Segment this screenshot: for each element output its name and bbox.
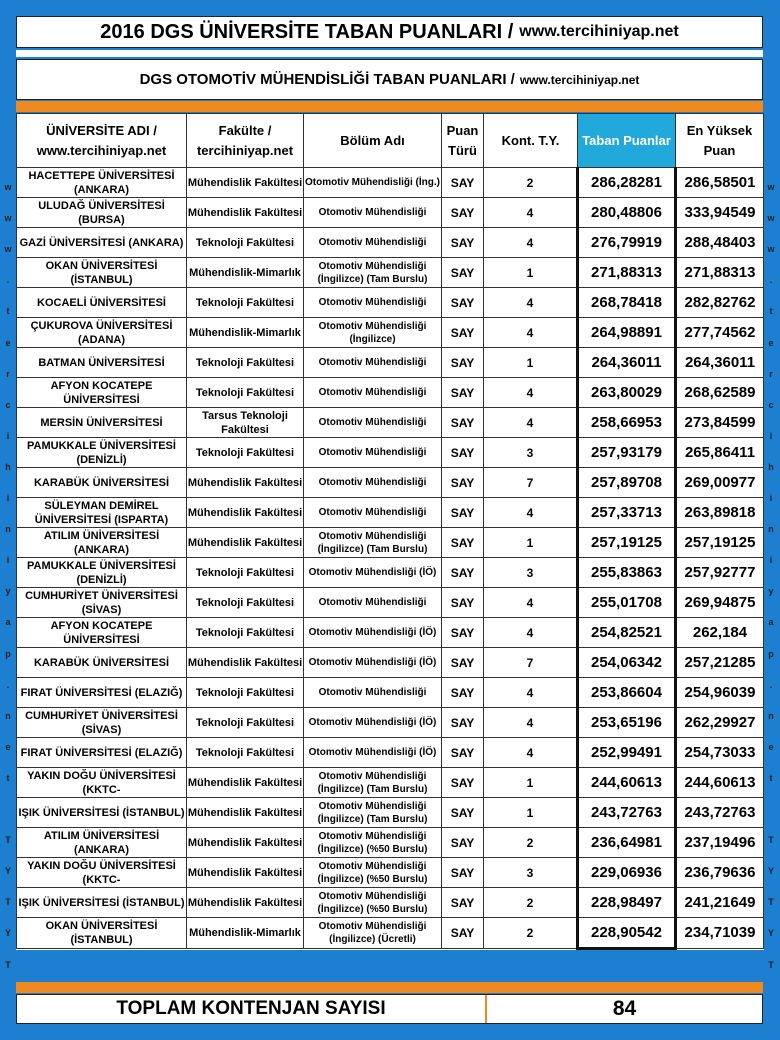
cell-taban-puan: 264,98891 [578, 318, 676, 348]
watermark-right-char: T [768, 835, 774, 846]
cell-taban-puan: 257,89708 [578, 468, 676, 498]
cell-puan-turu: SAY [442, 618, 484, 648]
watermark-right-char: n [768, 710, 774, 721]
cell-taban-puan: 236,64981 [578, 828, 676, 858]
watermark-left-char: n [5, 524, 11, 535]
watermark-right-char: a [768, 617, 774, 628]
cell-universite: OKAN ÜNİVERSİTESİ (İSTANBUL) [17, 918, 187, 949]
cell-kontenjan: 3 [484, 438, 578, 468]
table-row [17, 438, 764, 468]
cell-puan-turu: SAY [442, 348, 484, 378]
cell-taban-puan: 257,19125 [578, 528, 676, 558]
watermark-left-char: c [5, 399, 11, 410]
watermark-left-char: Y [4, 866, 11, 877]
watermark-left-char: h [5, 461, 11, 472]
col-header-universite: ÜNİVERSİTE ADI / www.tercihiniyap.net [17, 114, 187, 168]
cell-taban-puan: 257,93179 [578, 438, 676, 468]
cell-bolum: Otomotiv Mühendisliği (İÖ) [304, 648, 442, 678]
cell-fakulte: Teknoloji Fakültesi [187, 438, 304, 468]
cell-universite: MERSİN ÜNİVERSİTESİ [17, 408, 187, 438]
cell-universite: PAMUKKALE ÜNİVERSİTESİ (DENİZLİ) [17, 438, 187, 468]
cell-universite: KARABÜK ÜNİVERSİTESİ [17, 648, 187, 678]
cell-kontenjan: 7 [484, 468, 578, 498]
cell-puan-turu: SAY [442, 918, 484, 949]
cell-kontenjan: 1 [484, 798, 578, 828]
watermark-left [1, 174, 15, 982]
cell-taban-puan: 257,33713 [578, 498, 676, 528]
cell-en-yuksek-puan: 271,88313 [676, 258, 764, 288]
cell-en-yuksek-puan: 236,79636 [676, 858, 764, 888]
col-header-fakulte: Fakülte / tercihiniyap.net [187, 114, 304, 168]
cell-bolum: Otomotiv Mühendisliği [304, 588, 442, 618]
cell-en-yuksek-puan: 257,92777 [676, 558, 764, 588]
cell-en-yuksek-puan: 234,71039 [676, 918, 764, 949]
cell-bolum: Otomotiv Mühendisliği [304, 348, 442, 378]
cell-kontenjan: 3 [484, 858, 578, 888]
cell-puan-turu: SAY [442, 258, 484, 288]
cell-universite: BATMAN ÜNİVERSİTESİ [17, 348, 187, 378]
cell-en-yuksek-puan: 257,21285 [676, 648, 764, 678]
watermark-left-char: w [4, 182, 12, 192]
main-title-text: 2016 DGS ÜNİVERSİTE TABAN PUANLARI / [100, 20, 514, 43]
watermark-left-char: p [5, 648, 11, 659]
cell-taban-puan: 268,78418 [578, 288, 676, 318]
cell-fakulte: Mühendislik Fakültesi [187, 798, 304, 828]
cell-en-yuksek-puan: 262,184 [676, 618, 764, 648]
watermark-right-char: n [768, 524, 774, 535]
cell-taban-puan: 254,82521 [578, 618, 676, 648]
cell-bolum: Otomotiv Mühendisliği (İngilizce) (Ücretli) [304, 918, 442, 949]
orange-divider-top [16, 101, 763, 112]
watermark-left-char: w [4, 213, 12, 224]
sub-title-site: www.tercihiniyap.net [519, 72, 640, 87]
cell-taban-puan: 228,98497 [578, 888, 676, 918]
table-row [17, 318, 764, 348]
cell-taban-puan: 255,01708 [578, 588, 676, 618]
table-row [17, 348, 764, 378]
cell-kontenjan: 4 [484, 498, 578, 528]
cell-bolum: Otomotiv Mühendisliği (İngilizce) (Tam Burslu) [304, 528, 442, 558]
watermark-left-char: t [6, 306, 10, 317]
cell-kontenjan: 2 [484, 918, 578, 949]
cell-kontenjan: 1 [484, 528, 578, 558]
cell-kontenjan: 2 [484, 168, 578, 198]
cell-en-yuksek-puan: 243,72763 [676, 798, 764, 828]
cell-universite: CUMHURİYET ÜNİVERSİTESİ (SİVAS) [17, 588, 187, 618]
watermark-right-char: Y [767, 928, 774, 939]
cell-kontenjan: 1 [484, 258, 578, 288]
table-row [17, 408, 764, 438]
cell-kontenjan: 4 [484, 228, 578, 258]
cell-bolum: Otomotiv Mühendisliği (İÖ) [304, 558, 442, 588]
cell-puan-turu: SAY [442, 528, 484, 558]
table-row [17, 858, 764, 888]
watermark-left-char: r [6, 368, 10, 379]
cell-bolum: Otomotiv Mühendisliği [304, 468, 442, 498]
watermark-left-char: w [4, 244, 12, 255]
watermark-right-char: r [769, 368, 773, 379]
cell-kontenjan: 7 [484, 648, 578, 678]
watermark-right-char: . [769, 275, 773, 286]
cell-universite: AFYON KOCATEPE ÜNİVERSİTESİ [17, 618, 187, 648]
orange-divider-bottom [16, 982, 763, 993]
cell-fakulte: Mühendislik Fakültesi [187, 468, 304, 498]
cell-taban-puan: 271,88313 [578, 258, 676, 288]
cell-fakulte: Mühendislik Fakültesi [187, 168, 304, 198]
cell-kontenjan: 4 [484, 198, 578, 228]
cell-kontenjan: 2 [484, 828, 578, 858]
cell-en-yuksek-puan: 288,48403 [676, 228, 764, 258]
cell-bolum: Otomotiv Mühendisliği (İngilizce) [304, 318, 442, 348]
watermark-left-char: T [5, 897, 11, 908]
cell-puan-turu: SAY [442, 648, 484, 678]
cell-bolum: Otomotiv Mühendisliği (İng.) [304, 168, 442, 198]
cell-puan-turu: SAY [442, 318, 484, 348]
cell-bolum: Otomotiv Mühendisliği [304, 228, 442, 258]
cell-puan-turu: SAY [442, 798, 484, 828]
cell-en-yuksek-puan: 264,36011 [676, 348, 764, 378]
cell-fakulte: Mühendislik Fakültesi [187, 498, 304, 528]
cell-puan-turu: SAY [442, 828, 484, 858]
cell-universite: ATILIM ÜNİVERSİTESİ (ANKARA) [17, 828, 187, 858]
cell-puan-turu: SAY [442, 738, 484, 768]
cell-universite: KOCAELİ ÜNİVERSİTESİ [17, 288, 187, 318]
cell-puan-turu: SAY [442, 678, 484, 708]
cell-fakulte: Mühendislik Fakültesi [187, 198, 304, 228]
cell-universite: IŞIK ÜNİVERSİTESİ (İSTANBUL) [17, 798, 187, 828]
watermark-left-char: T [5, 959, 11, 970]
cell-en-yuksek-puan: 262,29927 [676, 708, 764, 738]
table-row [17, 468, 764, 498]
sub-title-text: DGS OTOMOTİV MÜHENDİSLİĞİ TABAN PUANLARI / [139, 71, 515, 88]
table-row [17, 678, 764, 708]
col-header-taban: Taban Puanlar [578, 114, 676, 168]
table-row [17, 708, 764, 738]
cell-puan-turu: SAY [442, 288, 484, 318]
cell-puan-turu: SAY [442, 558, 484, 588]
watermark-right-char: w [767, 213, 775, 224]
main-title [16, 16, 763, 48]
cell-en-yuksek-puan: 277,74562 [676, 318, 764, 348]
cell-taban-puan: 276,79919 [578, 228, 676, 258]
table-header-row [17, 114, 764, 168]
watermark-right-char: T [768, 959, 774, 970]
cell-kontenjan: 4 [484, 288, 578, 318]
watermark-right-char: t [769, 306, 773, 317]
cell-taban-puan: 252,99491 [578, 738, 676, 768]
table-row [17, 498, 764, 528]
cell-bolum: Otomotiv Mühendisliği (İngilizce) (Tam Burslu) [304, 258, 442, 288]
watermark-right-char: i [769, 493, 773, 503]
table-row [17, 168, 764, 198]
watermark-left-char: a [5, 617, 11, 628]
cell-fakulte: Teknoloji Fakültesi [187, 738, 304, 768]
cell-bolum: Otomotiv Mühendisliği [304, 678, 442, 708]
cell-en-yuksek-puan: 286,58501 [676, 168, 764, 198]
cell-fakulte: Mühendislik Fakültesi [187, 888, 304, 918]
cell-fakulte: Teknoloji Fakültesi [187, 618, 304, 648]
cell-puan-turu: SAY [442, 378, 484, 408]
title-divider [16, 50, 763, 57]
cell-bolum: Otomotiv Mühendisliği (İÖ) [304, 618, 442, 648]
table-row [17, 228, 764, 258]
cell-universite: KARABÜK ÜNİVERSİTESİ [17, 468, 187, 498]
watermark-right-char: T [768, 897, 774, 908]
cell-fakulte: Teknoloji Fakültesi [187, 708, 304, 738]
cell-universite: ULUDAĞ ÜNİVERSİTESİ (BURSA) [17, 198, 187, 228]
cell-universite: CUMHURİYET ÜNİVERSİTESİ (SİVAS) [17, 708, 187, 738]
table-row [17, 258, 764, 288]
cell-bolum: Otomotiv Mühendisliği [304, 408, 442, 438]
watermark-left-char: i [6, 430, 10, 441]
cell-taban-puan: 253,86604 [578, 678, 676, 708]
cell-taban-puan: 228,90542 [578, 918, 676, 949]
cell-puan-turu: SAY [442, 708, 484, 738]
cell-universite: OKAN ÜNİVERSİTESİ (İSTANBUL) [17, 258, 187, 288]
watermark-left-char: . [6, 275, 10, 286]
cell-en-yuksek-puan: 237,19496 [676, 828, 764, 858]
cell-taban-puan: 263,80029 [578, 378, 676, 408]
cell-bolum: Otomotiv Mühendisliği (İngilizce) (Tam Burslu) [304, 768, 442, 798]
cell-universite: ATILIM ÜNİVERSİTESİ (ANKARA) [17, 528, 187, 558]
cell-bolum: Otomotiv Mühendisliği (İngilizce) (Tam Burslu) [304, 798, 442, 828]
cell-bolum: Otomotiv Mühendisliği [304, 198, 442, 228]
cell-kontenjan: 4 [484, 618, 578, 648]
cell-universite: HACETTEPE ÜNİVERSİTESİ (ANKARA) [17, 168, 187, 198]
cell-puan-turu: SAY [442, 168, 484, 198]
cell-universite: IŞIK ÜNİVERSİTESİ (İSTANBUL) [17, 888, 187, 918]
col-header-tur: Puan Türü [442, 114, 484, 168]
cell-universite: FIRAT ÜNİVERSİTESİ (ELAZIĞ) [17, 678, 187, 708]
cell-puan-turu: SAY [442, 438, 484, 468]
table-row [17, 798, 764, 828]
cell-en-yuksek-puan: 254,96039 [676, 678, 764, 708]
cell-bolum: Otomotiv Mühendisliği (İngilizce) (%50 Burslu) [304, 858, 442, 888]
score-table [16, 113, 764, 950]
watermark-right-char: p [768, 648, 774, 659]
cell-fakulte: Teknoloji Fakültesi [187, 348, 304, 378]
cell-en-yuksek-puan: 282,82762 [676, 288, 764, 318]
cell-taban-puan: 258,66953 [578, 408, 676, 438]
total-value: 84 [612, 997, 637, 1020]
cell-universite: GAZİ ÜNİVERSİTESİ (ANKARA) [17, 228, 187, 258]
cell-taban-puan: 286,28281 [578, 168, 676, 198]
cell-taban-puan: 280,48806 [578, 198, 676, 228]
watermark-left-char: Y [4, 928, 11, 939]
cell-fakulte: Mühendislik-Mimarlık [187, 258, 304, 288]
watermark-right-char: y [768, 586, 774, 597]
watermark-left-char: n [5, 710, 11, 721]
cell-fakulte: Teknoloji Fakültesi [187, 378, 304, 408]
cell-en-yuksek-puan: 273,84599 [676, 408, 764, 438]
cell-kontenjan: 3 [484, 558, 578, 588]
cell-universite: AFYON KOCATEPE ÜNİVERSİTESİ [17, 378, 187, 408]
watermark-left-char: e [5, 337, 11, 348]
sub-title [16, 59, 763, 100]
cell-taban-puan: 255,83863 [578, 558, 676, 588]
table-row [17, 528, 764, 558]
watermark-left-char: y [5, 586, 11, 597]
cell-taban-puan: 253,65196 [578, 708, 676, 738]
cell-universite: SÜLEYMAN DEMİREL ÜNİVERSİTESİ (ISPARTA) [17, 498, 187, 528]
cell-kontenjan: 4 [484, 738, 578, 768]
cell-fakulte: Teknoloji Fakültesi [187, 558, 304, 588]
cell-fakulte: Teknoloji Fakültesi [187, 288, 304, 318]
cell-puan-turu: SAY [442, 588, 484, 618]
table-row [17, 768, 764, 798]
cell-en-yuksek-puan: 254,73033 [676, 738, 764, 768]
watermark-right-char: e [768, 741, 774, 752]
watermark-right-char: w [767, 182, 775, 192]
cell-en-yuksek-puan: 263,89818 [676, 498, 764, 528]
cell-kontenjan: 4 [484, 678, 578, 708]
cell-puan-turu: SAY [442, 858, 484, 888]
cell-kontenjan: 4 [484, 408, 578, 438]
cell-puan-turu: SAY [442, 468, 484, 498]
cell-puan-turu: SAY [442, 228, 484, 258]
cell-en-yuksek-puan: 244,60613 [676, 768, 764, 798]
watermark-left-char: i [6, 555, 10, 566]
cell-kontenjan: 1 [484, 768, 578, 798]
watermark-left-char: t [6, 772, 10, 783]
table-row [17, 918, 764, 949]
cell-bolum: Otomotiv Mühendisliği [304, 498, 442, 528]
cell-universite: YAKIN DOĞU ÜNİVERSİTESİ (KKTC- [17, 858, 187, 888]
watermark-right [764, 174, 778, 982]
table-row [17, 288, 764, 318]
cell-kontenjan: 4 [484, 708, 578, 738]
cell-puan-turu: SAY [442, 768, 484, 798]
watermark-right-char: h [768, 461, 774, 472]
cell-taban-puan: 243,72763 [578, 798, 676, 828]
watermark-right-char: Y [767, 866, 774, 877]
cell-bolum: Otomotiv Mühendisliği (İngilizce) (%50 Burslu) [304, 888, 442, 918]
cell-en-yuksek-puan: 333,94549 [676, 198, 764, 228]
cell-bolum: Otomotiv Mühendisliği (İngilizce) (%50 Burslu) [304, 828, 442, 858]
cell-fakulte: Teknoloji Fakültesi [187, 678, 304, 708]
watermark-left-char: e [5, 741, 11, 752]
watermark-left-char: . [6, 679, 10, 690]
col-header-bolum: Bölüm Adı [304, 114, 442, 168]
cell-bolum: Otomotiv Mühendisliği (İÖ) [304, 708, 442, 738]
cell-fakulte: Mühendislik Fakültesi [187, 858, 304, 888]
cell-fakulte: Tarsus Teknoloji Fakültesi [187, 408, 304, 438]
watermark-right-char: e [768, 337, 774, 348]
cell-fakulte: Teknoloji Fakültesi [187, 588, 304, 618]
table-row [17, 558, 764, 588]
watermark-right-char: i [769, 555, 773, 566]
cell-taban-puan: 229,06936 [578, 858, 676, 888]
cell-universite: ÇUKUROVA ÜNİVERSİTESİ (ADANA) [17, 318, 187, 348]
cell-en-yuksek-puan: 265,86411 [676, 438, 764, 468]
cell-fakulte: Mühendislik-Mimarlık [187, 318, 304, 348]
cell-fakulte: Teknoloji Fakültesi [187, 228, 304, 258]
cell-kontenjan: 4 [484, 318, 578, 348]
cell-fakulte: Mühendislik Fakültesi [187, 528, 304, 558]
table-row [17, 738, 764, 768]
watermark-right-char: i [769, 430, 773, 441]
cell-taban-puan: 254,06342 [578, 648, 676, 678]
col-header-yuksek: En Yüksek Puan [676, 114, 764, 168]
table-row [17, 828, 764, 858]
cell-bolum: Otomotiv Mühendisliği [304, 378, 442, 408]
cell-kontenjan: 4 [484, 588, 578, 618]
cell-kontenjan: 1 [484, 348, 578, 378]
cell-universite: YAKIN DOĞU ÜNİVERSİTESİ (KKTC- [17, 768, 187, 798]
cell-fakulte: Mühendislik Fakültesi [187, 828, 304, 858]
cell-fakulte: Mühendislik Fakültesi [187, 648, 304, 678]
cell-en-yuksek-puan: 241,21649 [676, 888, 764, 918]
watermark-left-char: T [5, 835, 11, 846]
table-row [17, 618, 764, 648]
watermark-right-char: w [767, 244, 775, 255]
cell-bolum: Otomotiv Mühendisliği (İÖ) [304, 738, 442, 768]
cell-en-yuksek-puan: 269,94875 [676, 588, 764, 618]
watermark-right-char: t [769, 772, 773, 783]
cell-bolum: Otomotiv Mühendisliği [304, 288, 442, 318]
watermark-right-char: . [769, 679, 773, 690]
cell-fakulte: Mühendislik-Mimarlık [187, 918, 304, 949]
table-row [17, 588, 764, 618]
col-header-kont: Kont. T.Y. [484, 114, 578, 168]
watermark-right-char: c [768, 399, 774, 410]
total-label: TOPLAM KONTENJAN SAYISI [17, 995, 487, 1023]
table-row [17, 198, 764, 228]
cell-puan-turu: SAY [442, 408, 484, 438]
cell-universite: PAMUKKALE ÜNİVERSİTESİ (DENİZLİ) [17, 558, 187, 588]
cell-taban-puan: 244,60613 [578, 768, 676, 798]
table-row [17, 888, 764, 918]
cell-en-yuksek-puan: 257,19125 [676, 528, 764, 558]
total-row [16, 994, 763, 1024]
cell-puan-turu: SAY [442, 888, 484, 918]
cell-en-yuksek-puan: 269,00977 [676, 468, 764, 498]
watermark-left-char: i [6, 493, 10, 503]
cell-bolum: Otomotiv Mühendisliği [304, 438, 442, 468]
cell-kontenjan: 2 [484, 888, 578, 918]
table-row [17, 378, 764, 408]
table-row [17, 648, 764, 678]
main-title-site: www.tercihiniyap.net [519, 23, 679, 40]
cell-universite: FIRAT ÜNİVERSİTESİ (ELAZIĞ) [17, 738, 187, 768]
cell-puan-turu: SAY [442, 498, 484, 528]
cell-fakulte: Mühendislik Fakültesi [187, 768, 304, 798]
cell-taban-puan: 264,36011 [578, 348, 676, 378]
cell-en-yuksek-puan: 268,62589 [676, 378, 764, 408]
cell-kontenjan: 4 [484, 378, 578, 408]
cell-puan-turu: SAY [442, 198, 484, 228]
